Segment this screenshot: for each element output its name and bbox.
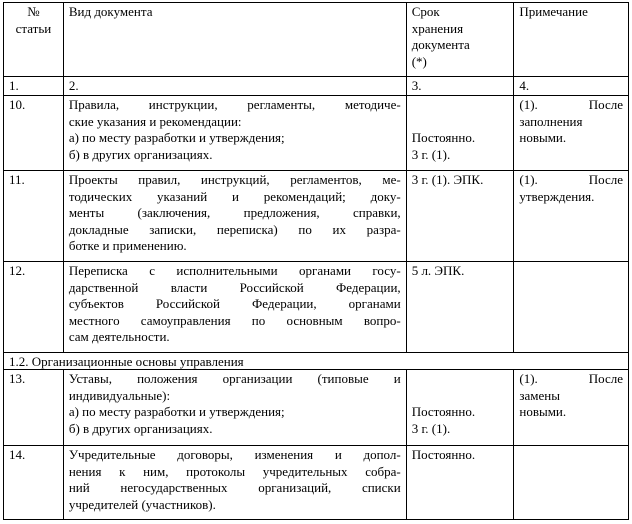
header-retention-cell: Срок хранения документа (*) xyxy=(406,3,514,76)
numbering-cell-4: 4. xyxy=(513,77,628,95)
retention-term: Постоянно. 3 г. (1). xyxy=(406,96,514,170)
table-row xyxy=(4,95,628,170)
article-number: 10. xyxy=(9,97,26,112)
table-row xyxy=(4,170,628,261)
retention-term: 3 г. (1). ЭПК. xyxy=(406,171,514,261)
note: (1). После заполнения новыми. xyxy=(513,96,628,170)
numbering-row xyxy=(4,76,628,95)
table-row xyxy=(4,445,628,519)
article-number: 13. xyxy=(9,371,26,386)
retention-term: Постоянно. xyxy=(406,446,514,519)
section-row xyxy=(4,352,628,369)
article-number: 14. xyxy=(9,447,26,462)
header-number-cell: № статьи xyxy=(15,4,52,36)
numbering-cell-2: 2. xyxy=(63,77,406,95)
header-doc-type-cell: Вид документа xyxy=(63,3,406,76)
document-type: Учредительные договоры, изменения и допол- нения к ним, протоколы учредительных собра- ний негосударственных организаций, списки учредителей (участников). xyxy=(63,446,406,519)
note: (1). После утверждения. xyxy=(513,171,628,261)
table-row xyxy=(4,369,628,445)
section-title: 1.2. Организационные основы управления xyxy=(9,354,244,369)
document-type: Проекты правил, инструкций, регламентов, ме- тодических указаний и рекомендаций; доку- менты (заключения, предложения, справки, докладные записки, переписка) по их разра- ботке и применению. xyxy=(63,171,406,261)
retention-term: 5 л. ЭПК. xyxy=(406,262,514,352)
numbering-cell-1: 1. xyxy=(9,78,19,93)
note xyxy=(513,446,628,519)
header-note-cell: Примечание xyxy=(513,3,628,76)
document-type: Переписка с исполнительными органами госу- дарственной власти Российской Федерации, субъектов Российской Федерации, органами местного самоуправления по основным вопро- сам деятельности. xyxy=(63,262,406,352)
retention-term: Постоянно. 3 г. (1). xyxy=(406,370,514,445)
table-row xyxy=(4,261,628,352)
header-row xyxy=(4,3,628,76)
document-type: Правила, инструкции, регламенты, методиче- ские указания и рекомендации: а) по месту разработки и утверждения; б) в других организациях. xyxy=(63,96,406,170)
article-number: 12. xyxy=(9,263,26,278)
note: (1). После замены новыми. xyxy=(513,370,628,445)
retention-table xyxy=(3,2,629,520)
note xyxy=(513,262,628,352)
document-type: Уставы, положения организации (типовые и индивидуальные): а) по месту разработки и утверждения; б) в других организациях. xyxy=(63,370,406,445)
article-number: 11. xyxy=(9,172,25,187)
numbering-cell-3: 3. xyxy=(406,77,514,95)
